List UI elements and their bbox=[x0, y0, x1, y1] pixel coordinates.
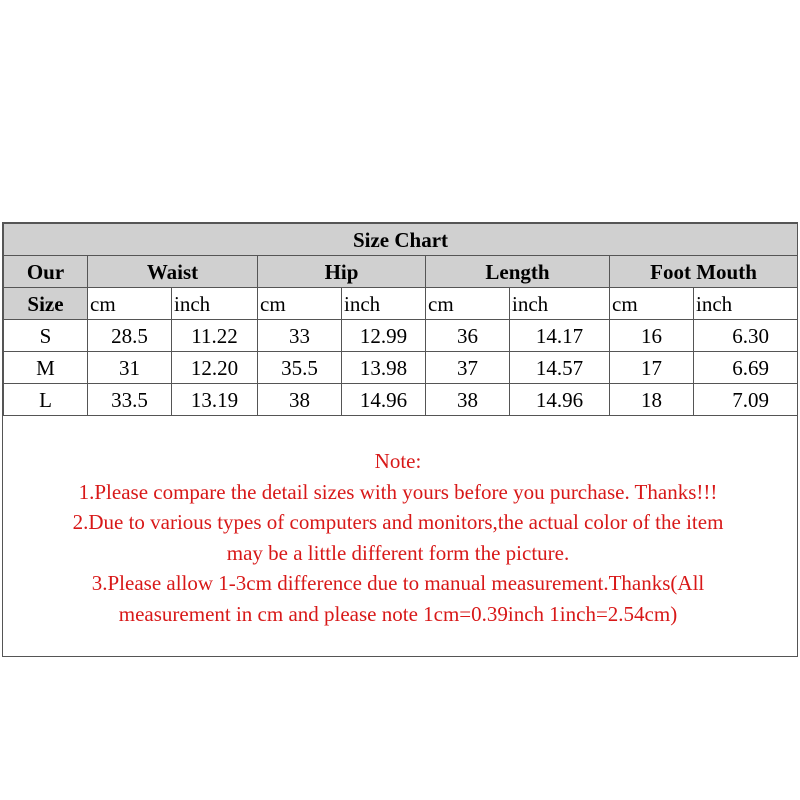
value-cell: 14.17 bbox=[510, 320, 610, 352]
table-row bbox=[4, 352, 798, 384]
size-cell: S bbox=[4, 320, 88, 352]
value-cell: 12.99 bbox=[342, 320, 426, 352]
waist-header: Waist bbox=[88, 256, 258, 288]
value-cell: 33 bbox=[258, 320, 342, 352]
note-line: 2.Due to various types of computers and monitors,the actual color of the item bbox=[72, 510, 724, 534]
value-cell: 16 bbox=[610, 320, 694, 352]
note-line: 1.Please compare the detail sizes with yours before you purchase. Thanks!!! bbox=[78, 479, 718, 504]
unit-label: cm bbox=[426, 288, 510, 320]
value-cell: 12.20 bbox=[172, 352, 258, 384]
value-cell: 36 bbox=[426, 320, 510, 352]
value-cell: 35.5 bbox=[258, 352, 342, 384]
size-table bbox=[3, 223, 798, 416]
note-line: measurement in cm and please note 1cm=0.39inch 1inch=2.54cm) bbox=[118, 601, 678, 626]
value-cell: 7.09 bbox=[694, 384, 798, 416]
value-cell: 37 bbox=[426, 352, 510, 384]
value-cell: 14.96 bbox=[342, 384, 426, 416]
value-cell: 14.57 bbox=[510, 352, 610, 384]
value-cell: 13.19 bbox=[172, 384, 258, 416]
value-cell: 11.22 bbox=[172, 320, 258, 352]
size-cell: M bbox=[4, 352, 88, 384]
unit-header-row bbox=[4, 288, 798, 320]
note-line: 3.Please allow 1-3cm difference due to manual measurement.Thanks(All bbox=[91, 571, 705, 595]
notes-block bbox=[0, 446, 796, 629]
unit-label: inch bbox=[342, 288, 426, 320]
unit-label: inch bbox=[510, 288, 610, 320]
table-title: Size Chart bbox=[4, 224, 798, 256]
size-cell: L bbox=[4, 384, 88, 416]
our-label: Our bbox=[4, 256, 88, 288]
unit-label: cm bbox=[610, 288, 694, 320]
value-cell: 13.98 bbox=[342, 352, 426, 384]
value-cell: 6.69 bbox=[694, 352, 798, 384]
foot-mouth-header: Foot Mouth bbox=[610, 256, 798, 288]
table-row bbox=[4, 384, 798, 416]
value-cell: 28.5 bbox=[88, 320, 172, 352]
value-cell: 14.96 bbox=[510, 384, 610, 416]
value-cell: 17 bbox=[610, 352, 694, 384]
value-cell: 33.5 bbox=[88, 384, 172, 416]
hip-header: Hip bbox=[258, 256, 426, 288]
value-cell: 38 bbox=[426, 384, 510, 416]
note-heading: Note: bbox=[374, 449, 422, 473]
group-header-row bbox=[4, 256, 798, 288]
table-row bbox=[4, 320, 798, 352]
size-label: Size bbox=[4, 288, 88, 320]
value-cell: 31 bbox=[88, 352, 172, 384]
unit-label: inch bbox=[694, 288, 798, 320]
table-title-row bbox=[4, 224, 798, 256]
note-line: may be a little different form the picture. bbox=[226, 540, 570, 565]
value-cell: 38 bbox=[258, 384, 342, 416]
value-cell: 6.30 bbox=[694, 320, 798, 352]
unit-label: cm bbox=[88, 288, 172, 320]
length-header: Length bbox=[426, 256, 610, 288]
unit-label: inch bbox=[172, 288, 258, 320]
value-cell: 18 bbox=[610, 384, 694, 416]
unit-label: cm bbox=[258, 288, 342, 320]
